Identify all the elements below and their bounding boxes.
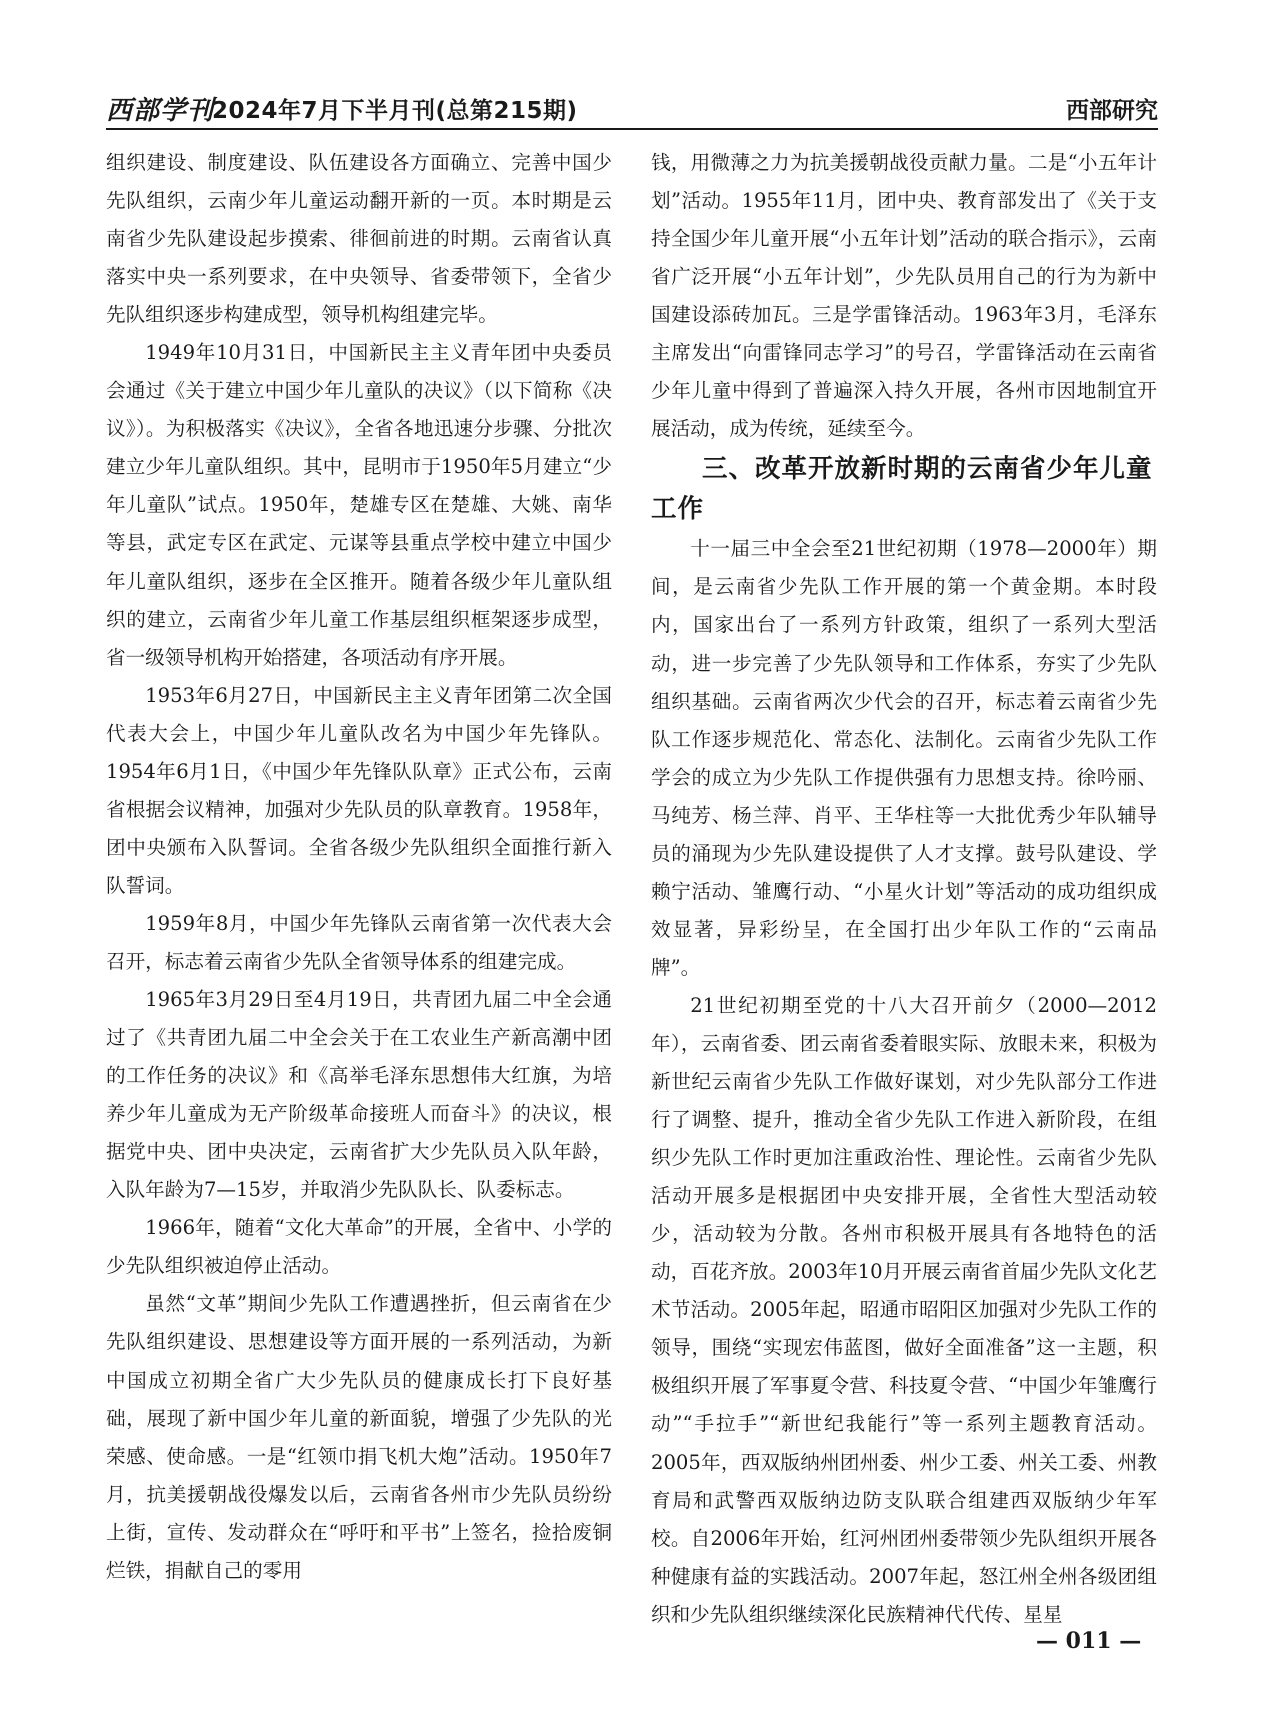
header-rule [106, 128, 1158, 130]
section-heading: 三、改革开放新时期的云南省少年儿童工作 [651, 454, 1153, 525]
paragraph: 1966年，随着“文化大革命”的开展，全省中、小学的少先队组织被迫停止活动。 [106, 1216, 612, 1278]
paragraph: 1953年6月27日，中国新民主主义青年团第二次全国代表大会上，中国少年儿童队改名为中国少年先锋队。1954年6月1日，《中国少年先锋队队章》正式公布，云南省根据会议精神，加强对少先队员的队章教育。1958年，团中央颁布入队誓词。全省各级少先队组织全面推行新入队誓词。 [106, 683, 612, 897]
paragraph: 1959年8月，中国少年先锋队云南省第一次代表大会召开，标志着云南省少先队全省领导体系的组建完成。 [106, 911, 612, 973]
left-column [106, 144, 612, 1590]
paragraph: 钱，用微薄之力为抗美援朝战役贡献力量。二是“小五年计划”活动。1955年11月，团中央、教育部发出了《关于支持全国少年儿童开展“小五年计划”活动的联合指示》，云南省广泛开展“小五年计划”，少先队员用自己的行为为新中国建设添砖加瓦。三是学雷锋活动。1963年3月，毛泽东主席发出“向雷锋同志学习”的号召，学雷锋活动在云南省少年儿童中得到了普遍深入持久开展，各州市因地制宜开展活动，成为传统，延续至今。 [651, 151, 1157, 441]
journal-logo: 西部学刊 [106, 96, 215, 126]
paragraph: 十一届三中全会至21世纪初期（1978—2000年）期间，是云南省少先队工作开展的第一个黄金期。本时段内，国家出台了一系列方针政策，组织了一系列大型活动，进一步完善了少先队领导和工作体系，夯实了少先队组织基础。云南省两次少代会的召开，标志着云南省少先队工作逐步规范化、常态化、法制化。云南省少先队工作学会的成立为少先队工作提供强有力思想支持。徐吟丽、马纯芳、杨兰萍、肖平、王华柱等一大批优秀少年队辅导员的涌现为少先队建设提供了人才支撑。鼓号队建设、学赖宁活动、雏鹰行动、“小星火计划”等活动的成功组织成效显著，异彩纷呈，在全国打出少年队工作的“云南品牌”。 [651, 537, 1157, 979]
right-column [651, 144, 1157, 1634]
paragraph: 1949年10月31日，中国新民主主义青年团中央委员会通过《关于建立中国少年儿童队的决议》（以下简称《决议》）。为积极落实《决议》，全省各地迅速分步骤、分批次建立少年儿童队组织。其中，昆明市于1950年5月建立“少年儿童队”试点。1950年，楚雄专区在楚雄、大姚、南华等县，武定专区在武定、元谋等县重点学校中建立中国少年儿童队组织，逐步在全区推开。随着各级少年儿童队组织的建立，云南省少年儿童工作基层组织框架逐步成型，省一级领导机构开始搭建，各项活动有序开展。 [106, 341, 612, 669]
section-title: 西部研究 [1066, 98, 1158, 124]
paragraph: 21世纪初期至党的十八大召开前夕（2000—2012年），云南省委、团云南省委着眼实际、放眼未来，积极为新世纪云南省少先队工作做好谋划，对少先队部分工作进行了调整、提升，推动全省少先队工作进入新阶段，在组织少先队工作时更加注重政治性、理论性。云南省少先队活动开展多是根据团中央安排开展，全省性大型活动较少，活动较为分散。各州市积极开展具有各地特色的活动，百花齐放。2003年10月开展云南省首届少先队文化艺术节活动。2005年起，昭通市昭阳区加强对少先队工作的领导，围绕“实现宏伟蓝图，做好全面准备”这一主题，积极组织开展了军事夏令营、科技夏令营、“中国少年雏鹰行动”“手拉手”“新世纪我能行”等一系列主题教育活动。2005年，西双版纳州团州委、州少工委、州关工委、州教育局和武警西双版纳边防支队联合组建西双版纳少年军校。自2006年开始，红河州团州委带领少先队组织开展各种健康有益的实践活动。2007年起，怒江州全州各级团组织和少先队组织继续深化民族精神代代传、星星 [651, 993, 1157, 1626]
running-header [106, 86, 1158, 126]
paragraph: 组织建设、制度建设、队伍建设各方面确立、完善中国少先队组织，云南少年儿童运动翻开新的一页。本时期是云南省少先队建设起步摸索、徘徊前进的时期。云南省认真落实中央一系列要求，在中央领导、省委带领下，全省少先队组织逐步构建成型，领导机构组建完毕。 [106, 151, 612, 327]
paragraph: 虽然“文革”期间少先队工作遭遇挫折，但云南省在少先队组织建设、思想建设等方面开展的一系列活动，为新中国成立初期全省广大少先队员的健康成长打下良好基础，展现了新中国少年儿童的新面貌，增强了少先队的光荣感、使命感。一是“红领巾捐飞机大炮”活动。1950年7月，抗美援朝战役爆发以后，云南省各州市少先队员纷纷上街，宣传、发动群众在“呼吁和平书”上签名，捡拾废铜烂铁，捐献自己的零用 [106, 1292, 612, 1582]
page-number: — 011 — [1036, 1628, 1142, 1654]
issue-info: 2024年7月下半月刊(总第215期) [212, 98, 578, 124]
paragraph: 1965年3月29日至4月19日，共青团九届二中全会通过了《共青团九届二中全会关于在工农业生产新高潮中团的工作任务的决议》和《高举毛泽东思想伟大红旗，为培养少年儿童成为无产阶级革命接班人而奋斗》的决议，根据党中央、团中央决定，云南省扩大少先队员入队年龄，入队年龄为7—15岁，并取消少先队队长、队委标志。 [106, 988, 612, 1202]
